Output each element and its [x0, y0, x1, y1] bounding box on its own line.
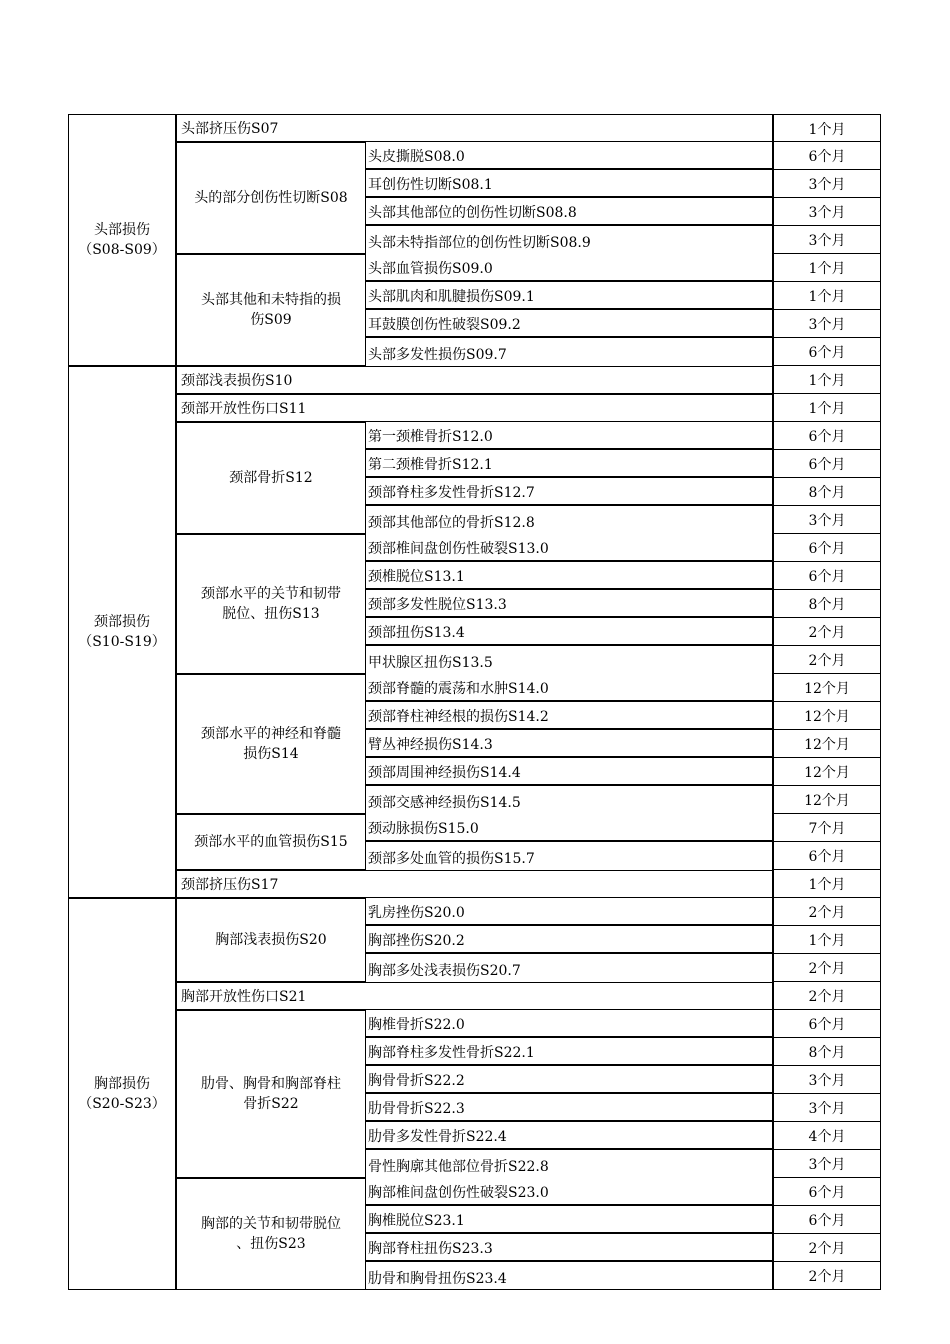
- injury-item: 臂丛神经损伤S14.3: [366, 730, 773, 758]
- duration-cell: 12个月: [773, 786, 881, 814]
- duration-cell: 6个月: [773, 1178, 881, 1206]
- injury-item: 耳鼓膜创伤性破裂S09.2: [366, 310, 773, 338]
- subcategory-cell: 颈部水平的血管损伤S15: [176, 814, 366, 870]
- injury-item: 耳创伤性切断S08.1: [366, 170, 773, 198]
- subcategory-cell: 胸部开放性伤口S21: [176, 982, 773, 1010]
- injury-item: 颈椎脱位S13.1: [366, 562, 773, 590]
- duration-cell: 3个月: [773, 170, 881, 198]
- injury-item: 颈部多处血管的损伤S15.7: [368, 851, 535, 867]
- duration-cell: 3个月: [773, 226, 881, 254]
- injury-item: 头皮撕脱S08.0: [366, 142, 773, 170]
- duration-cell: 1个月: [773, 926, 881, 954]
- injury-item: 颈部脊柱多发性骨折S12.7: [366, 478, 773, 506]
- duration-cell: 7个月: [773, 814, 881, 842]
- duration-cell: 2个月: [773, 1262, 881, 1290]
- subcategory-cell: 颈部开放性伤口S11: [176, 394, 773, 422]
- duration-cell: 6个月: [773, 450, 881, 478]
- injury-item: 颈部扭伤S13.4: [366, 618, 773, 646]
- duration-cell: 1个月: [773, 394, 881, 422]
- duration-cell: 6个月: [773, 422, 881, 450]
- injury-item: 头部未特指部位的创伤性切断S08.9: [368, 235, 591, 251]
- duration-cell: 6个月: [773, 142, 881, 170]
- subcategory-cell: 颈部浅表损伤S10: [176, 366, 773, 394]
- category-cell: 头部损伤 （S08-S09）: [68, 114, 176, 366]
- injury-duration-table: [68, 114, 881, 1289]
- injury-item: 甲状腺区扭伤S13.5: [368, 655, 493, 671]
- injury-item: 胸部脊柱扭伤S23.3: [366, 1234, 773, 1262]
- injury-item: 胸椎骨折S22.0: [366, 1010, 773, 1038]
- subcategory-cell: 肋骨、胸骨和胸部脊柱 骨折S22: [176, 1010, 366, 1178]
- duration-cell: 6个月: [773, 1010, 881, 1038]
- duration-cell: 8个月: [773, 590, 881, 618]
- injury-item: 颈部脊髓的震荡和水肿S14.0: [366, 674, 773, 702]
- duration-cell: 1个月: [773, 366, 881, 394]
- duration-cell: 3个月: [773, 1066, 881, 1094]
- injury-item: 第一颈椎骨折S12.0: [366, 422, 773, 450]
- duration-cell: 6个月: [773, 534, 881, 562]
- subcategory-cell: 胸部的关节和韧带脱位 、扭伤S23: [176, 1178, 366, 1290]
- subcategory-cell: 颈部水平的关节和韧带 脱位、扭伤S13: [176, 534, 366, 674]
- injury-item: 胸骨骨折S22.2: [366, 1066, 773, 1094]
- duration-cell: 3个月: [773, 1150, 881, 1178]
- injury-item: 颈部脊柱神经根的损伤S14.2: [366, 702, 773, 730]
- injury-item: 胸部多处浅表损伤S20.7: [368, 963, 521, 979]
- subcategory-cell: 头的部分创伤性切断S08: [176, 142, 366, 254]
- injury-item: 胸部椎间盘创伤性破裂S23.0: [366, 1178, 773, 1206]
- duration-cell: 8个月: [773, 478, 881, 506]
- duration-cell: 3个月: [773, 198, 881, 226]
- duration-cell: 1个月: [773, 114, 881, 142]
- category-cell: 颈部损伤 （S10-S19）: [68, 366, 176, 898]
- subcategory-cell: 颈部水平的神经和脊髓 损伤S14: [176, 674, 366, 814]
- injury-item: 肋骨多发性骨折S22.4: [366, 1122, 773, 1150]
- injury-item: 骨性胸廓其他部位骨折S22.8: [368, 1159, 549, 1175]
- duration-cell: 6个月: [773, 842, 881, 870]
- duration-cell: 2个月: [773, 1234, 881, 1262]
- duration-cell: 12个月: [773, 674, 881, 702]
- duration-cell: 1个月: [773, 254, 881, 282]
- subcategory-cell: 颈部挤压伤S17: [176, 870, 773, 898]
- duration-cell: 6个月: [773, 338, 881, 366]
- duration-cell: 2个月: [773, 618, 881, 646]
- injury-item: 头部其他部位的创伤性切断S08.8: [366, 198, 773, 226]
- injury-item: 胸椎脱位S23.1: [366, 1206, 773, 1234]
- subcategory-cell: 胸部浅表损伤S20: [176, 898, 366, 982]
- duration-cell: 12个月: [773, 730, 881, 758]
- duration-cell: 3个月: [773, 310, 881, 338]
- injury-item: 颈部交感神经损伤S14.5: [368, 795, 521, 811]
- injury-item: 头部肌肉和肌腱损伤S09.1: [366, 282, 773, 310]
- subcategory-cell: 颈部骨折S12: [176, 422, 366, 534]
- injury-item: 头部多发性损伤S09.7: [368, 347, 507, 363]
- duration-cell: 1个月: [773, 282, 881, 310]
- injury-item: 头部血管损伤S09.0: [366, 254, 773, 282]
- duration-cell: 2个月: [773, 954, 881, 982]
- duration-cell: 6个月: [773, 1206, 881, 1234]
- duration-cell: 6个月: [773, 562, 881, 590]
- duration-cell: 3个月: [773, 1094, 881, 1122]
- injury-item: 肋骨和胸骨扭伤S23.4: [368, 1271, 507, 1287]
- injury-item: 颈部其他部位的骨折S12.8: [368, 515, 535, 531]
- duration-cell: 4个月: [773, 1122, 881, 1150]
- duration-cell: 2个月: [773, 646, 881, 674]
- duration-cell: 12个月: [773, 702, 881, 730]
- category-cell: 胸部损伤 （S20-S23）: [68, 898, 176, 1290]
- duration-cell: 3个月: [773, 506, 881, 534]
- injury-item: 胸部脊柱多发性骨折S22.1: [366, 1038, 773, 1066]
- duration-cell: 8个月: [773, 1038, 881, 1066]
- injury-item: 颈部椎间盘创伤性破裂S13.0: [366, 534, 773, 562]
- subcategory-cell: 头部挤压伤S07: [176, 114, 773, 142]
- duration-cell: 1个月: [773, 870, 881, 898]
- injury-item: 颈部多发性脱位S13.3: [366, 590, 773, 618]
- injury-item: 乳房挫伤S20.0: [366, 898, 773, 926]
- injury-item: 颈动脉损伤S15.0: [366, 814, 773, 842]
- injury-item: 胸部挫伤S20.2: [366, 926, 773, 954]
- injury-item: 颈部周围神经损伤S14.4: [366, 758, 773, 786]
- duration-cell: 12个月: [773, 758, 881, 786]
- injury-item: 第二颈椎骨折S12.1: [366, 450, 773, 478]
- subcategory-cell: 头部其他和未特指的损 伤S09: [176, 254, 366, 366]
- injury-item: 肋骨骨折S22.3: [366, 1094, 773, 1122]
- duration-cell: 2个月: [773, 898, 881, 926]
- duration-cell: 2个月: [773, 982, 881, 1010]
